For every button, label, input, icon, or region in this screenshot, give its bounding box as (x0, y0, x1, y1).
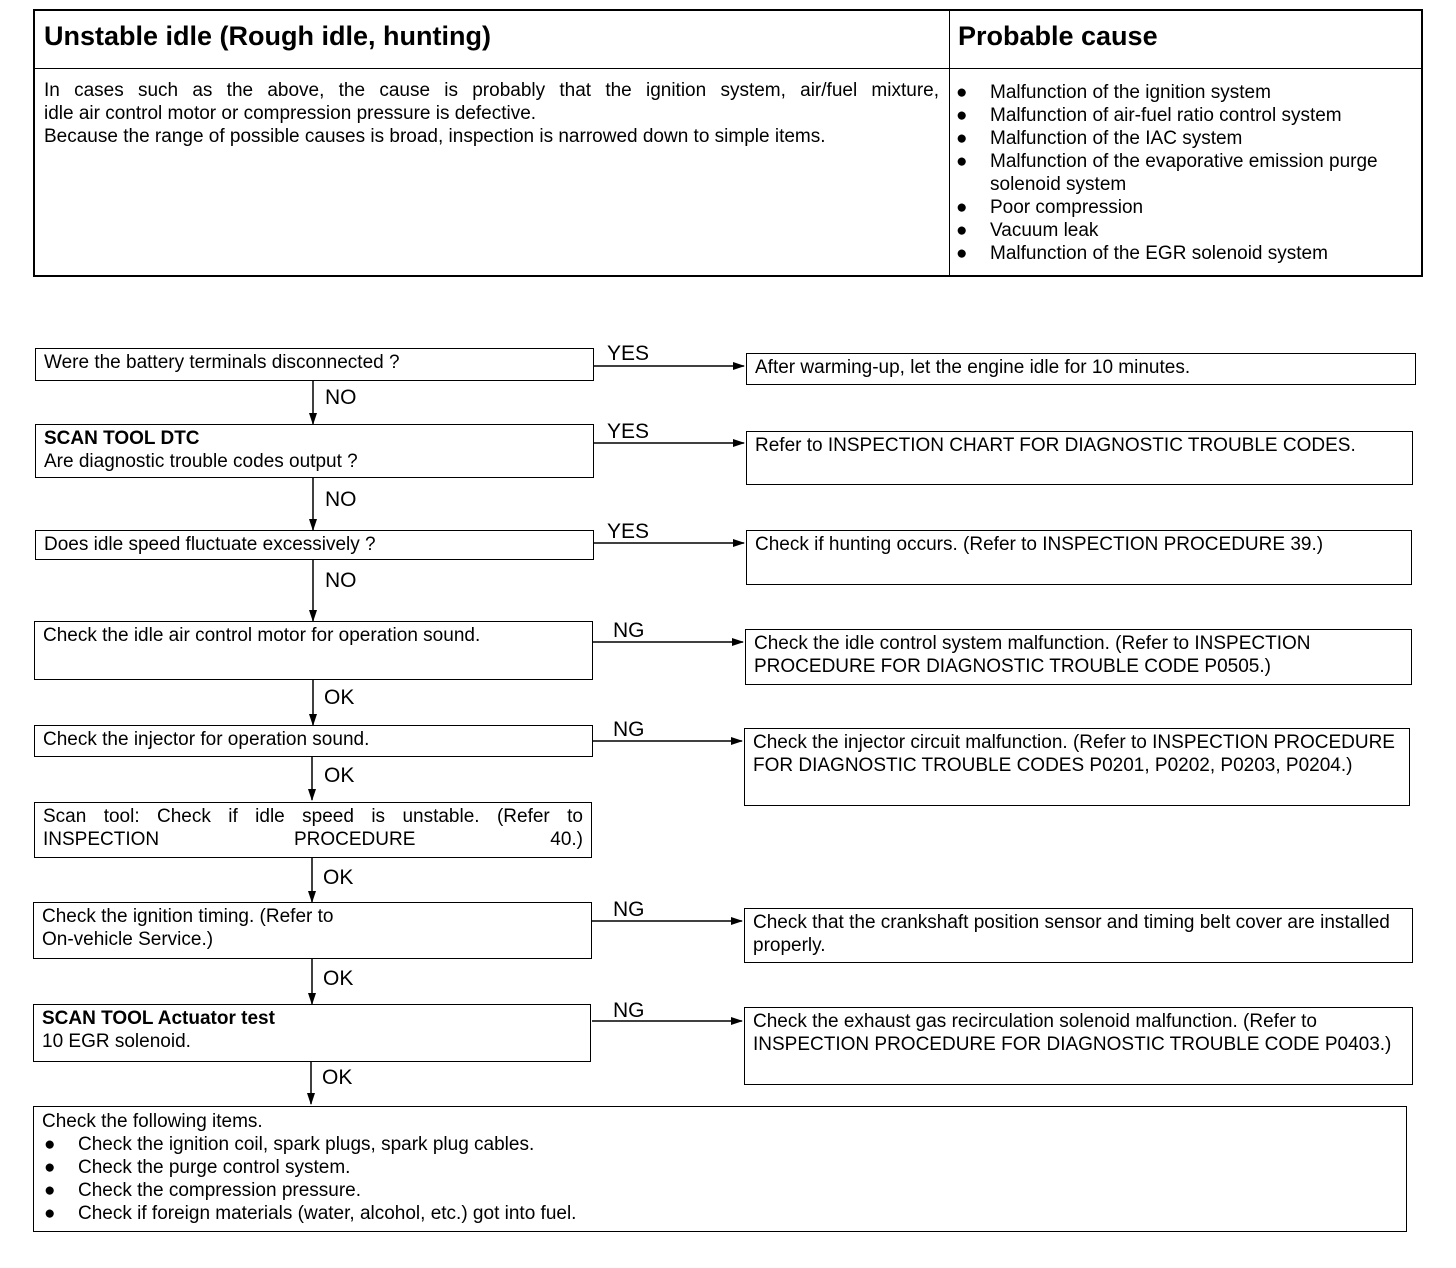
flow-question-box (35, 424, 594, 478)
down-label: NO (325, 569, 357, 592)
description-line: idle air control motor or compression pressure is defective. (44, 103, 537, 124)
final-check-list (42, 1133, 1398, 1225)
bullet-icon: ● (956, 197, 968, 218)
symptom-title: Unstable idle (Rough idle, hunting) (44, 21, 491, 51)
down-label: NO (325, 488, 357, 511)
flow-question-box (33, 1004, 591, 1062)
cause-item: ● Malfunction of the IAC system (956, 128, 1243, 149)
flow-question-box (33, 902, 592, 959)
branch-label: NG (613, 999, 645, 1022)
bullet-icon: ● (956, 151, 968, 172)
down-label: OK (324, 764, 355, 787)
cause-item: ● Malfunction of air-fuel ratio control system (956, 105, 1342, 126)
question-text: Scan tool: Check if idle speed is unstable. (Refer to INSPECTION PROCEDURE 40.) (43, 806, 583, 850)
flow-result-box (746, 530, 1412, 585)
branch-label: NG (613, 898, 645, 921)
flow-question-box (34, 725, 593, 757)
branch-label: NG (613, 619, 645, 642)
flow-question-box (34, 621, 593, 680)
check-item: ● Check the compression pressure. (44, 1180, 362, 1201)
question-text: Check the ignition timing. (Refer to On-vehicle Service.) (42, 906, 334, 950)
question-text: Check the injector for operation sound. (43, 729, 370, 750)
branch-label: YES (607, 420, 650, 443)
down-label: NO (325, 386, 357, 409)
flow-question-box (34, 802, 592, 858)
step-title: SCAN TOOL DTC (44, 428, 200, 449)
bullet-icon: ● (44, 1180, 56, 1201)
question-text: 10 EGR solenoid. (42, 1031, 191, 1052)
cause-item: ● Malfunction of the EGR solenoid system (956, 243, 1328, 264)
flow-result-box (745, 629, 1412, 685)
cause-item: ● Poor compression (956, 197, 1144, 218)
result-text: Check the idle control system malfunction. (Refer to INSPECTION PROCEDURE FOR DIAGNOSTIC TROUBLE CODE P0505.) (754, 633, 1311, 677)
check-item: ● Check the purge control system. (44, 1157, 351, 1178)
cause-item: ● Malfunction of the evaporative emission purge solenoid system (956, 151, 1378, 195)
bullet-icon: ● (44, 1134, 56, 1155)
bullet-icon: ● (956, 82, 968, 103)
flow-result-box (744, 728, 1410, 806)
bullet-icon: ● (44, 1203, 56, 1224)
branch-label: NG (613, 718, 645, 741)
flow-result-box (746, 431, 1413, 485)
probable-cause-title: Probable cause (958, 21, 1158, 51)
flow-result-box (746, 353, 1416, 385)
description-line: In cases such as the above, the cause is probably that the ignition system, air/fuel mixture, (44, 80, 939, 101)
result-text: Check if hunting occurs. (Refer to INSPECTION PROCEDURE 39.) (755, 534, 1324, 555)
down-label: OK (323, 967, 354, 990)
down-label: OK (322, 1066, 353, 1089)
flow-question-box (35, 530, 594, 560)
flow-question-box (35, 348, 594, 381)
bullet-icon: ● (44, 1157, 56, 1178)
question-text: Does idle speed fluctuate excessively ? (44, 534, 376, 555)
down-label: OK (323, 866, 354, 889)
question-text: Are diagnostic trouble codes output ? (44, 451, 358, 472)
bullet-icon: ● (956, 128, 968, 149)
bullet-icon: ● (956, 105, 968, 126)
result-text: Check the exhaust gas recirculation solenoid malfunction. (Refer to INSPECTION PROCEDURE FOR DIAGNOSTIC TROUBLE CODE P0403.) (753, 1011, 1392, 1055)
result-text: Check that the crankshaft position sensor and timing belt cover are installed properly. (753, 912, 1390, 956)
branch-label: YES (607, 342, 650, 365)
bullet-icon: ● (956, 220, 968, 241)
check-item: ● Check if foreign materials (water, alcohol, etc.) got into fuel. (44, 1203, 577, 1224)
result-text: After warming-up, let the engine idle for 10 minutes. (755, 357, 1191, 378)
result-text: Check the injector circuit malfunction. (Refer to INSPECTION PROCEDURE FOR DIAGNOSTIC TROUBLE CODES P0201, P0202, P0203, P0204.) (753, 732, 1395, 776)
description-line: Because the range of possible causes is broad, inspection is narrowed down to simple items. (44, 126, 826, 147)
question-text: Check the idle air control motor for operation sound. (43, 625, 481, 646)
question-text: Were the battery terminals disconnected ? (44, 352, 400, 373)
flow-result-box (744, 1007, 1413, 1085)
step-title: SCAN TOOL Actuator test (42, 1008, 275, 1029)
cause-item: ● Vacuum leak (956, 220, 1099, 241)
flow-result-box (744, 908, 1413, 963)
cause-item: ● Malfunction of the ignition system (956, 82, 1271, 103)
final-check-box (33, 1106, 1407, 1232)
bullet-icon: ● (956, 243, 968, 264)
result-text: Refer to INSPECTION CHART FOR DIAGNOSTIC TROUBLE CODES. (755, 435, 1356, 456)
final-intro: Check the following items. (42, 1111, 263, 1132)
check-item: ● Check the ignition coil, spark plugs, spark plug cables. (44, 1134, 535, 1155)
down-label: OK (324, 686, 355, 709)
branch-label: YES (607, 520, 650, 543)
